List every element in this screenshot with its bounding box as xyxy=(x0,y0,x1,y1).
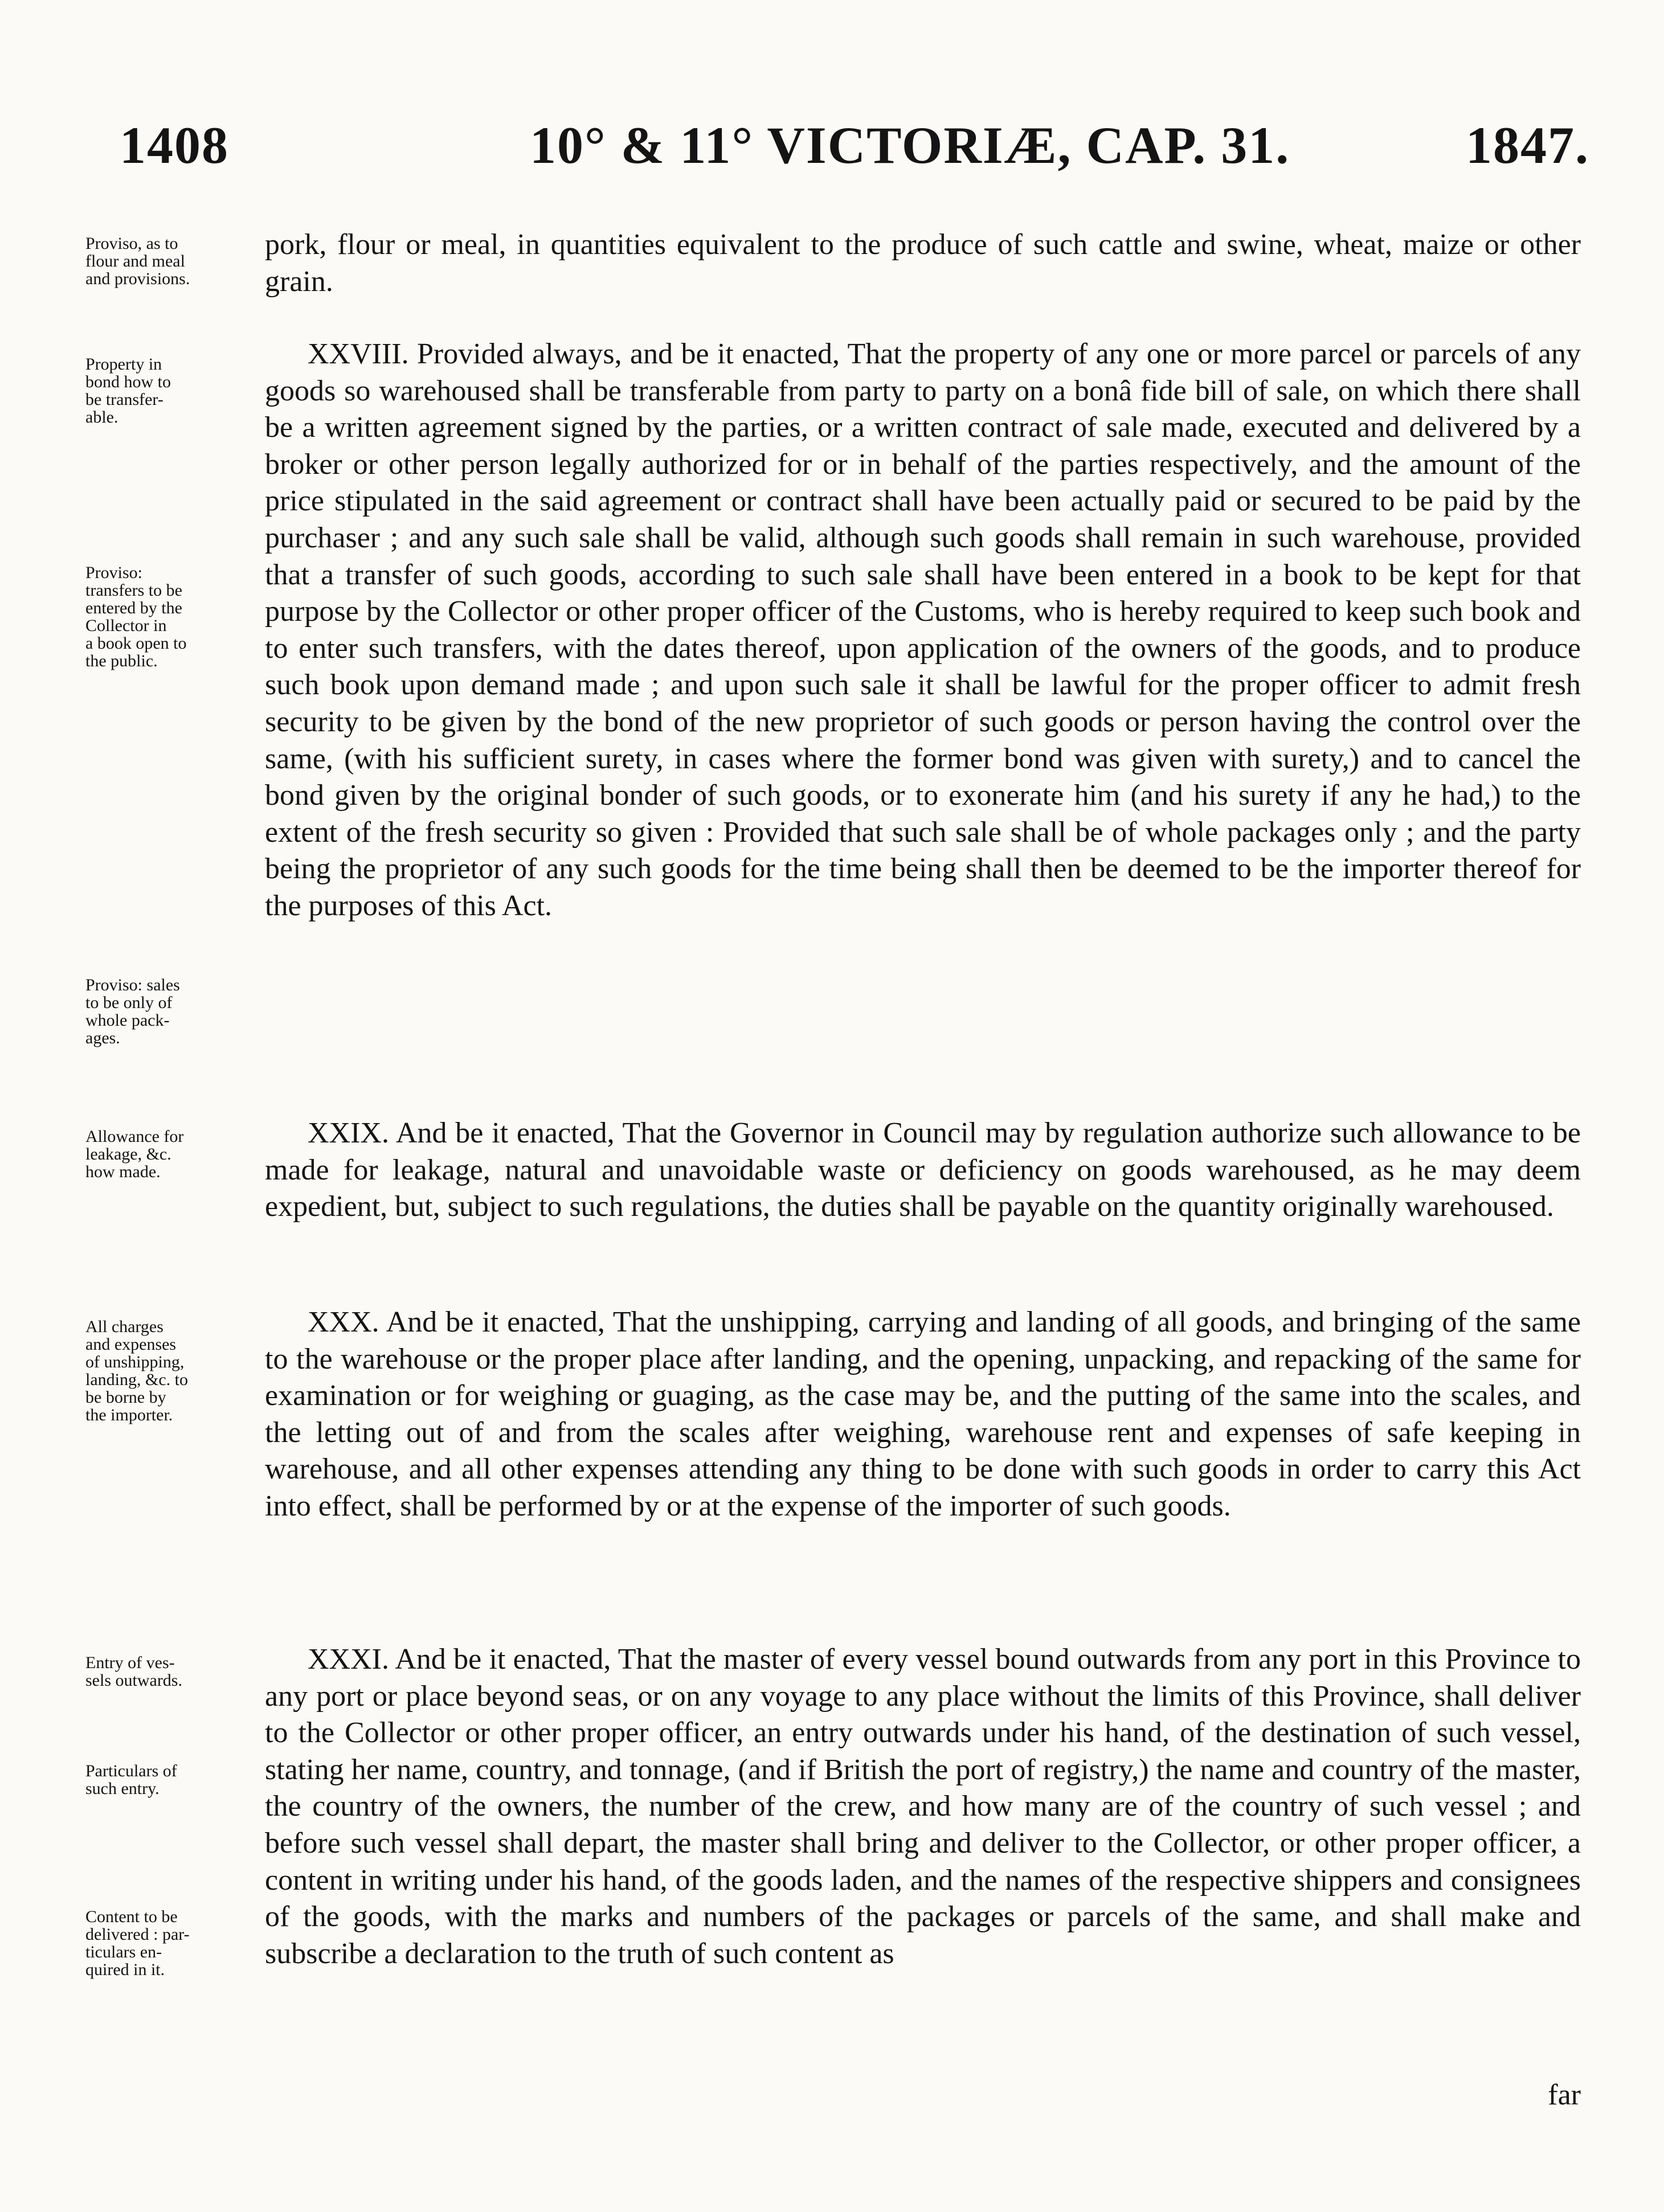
margin-note: Content to be delivered : par- ticulars en- quired in it. xyxy=(85,1907,190,1979)
section-body xyxy=(265,336,1581,925)
section-body xyxy=(265,1641,1581,1972)
margin-note: Particulars of such entry. xyxy=(85,1762,177,1798)
margin-note: Allowance for leakage, &c. how made. xyxy=(85,1127,184,1181)
paragraph: pork, flour or meal, in quantities equivalent to the produce of such cattle and swine, wheat, maize or other grain. xyxy=(265,228,1581,298)
margin-note: Proviso: transfers to be entered by the Collector in a book open to the public. xyxy=(85,563,187,670)
section-body xyxy=(265,1304,1581,1525)
margin-note: Proviso: sales to be only of whole pack- ages. xyxy=(85,976,180,1047)
section-body xyxy=(265,1115,1581,1226)
paragraph: XXXI. And be it enacted, That the master of every vessel bound outwards from any port in this Province to any port or place beyond seas, or on any voyage to any place without the limits of this Province, shall deliver to the Collector or other proper officer, an entry outwards under his hand, of the destination of such vessel, stating her name, country, and tonnage, (and if British the port of registry,) the name and country of the master, the country of the owners, the number of the crew, and how many are of the country of such vessel ; and before such vessel shall depart, the master shall bring and deliver to the Collector, or other proper officer, a content in writing under his hand, of the goods laden, and the names of the respective shippers and consignees of the goods, with the marks and numbers of the packages or parcels of the same, and shall make and subscribe a declaration to the truth of such content as xyxy=(265,1643,1581,1970)
margin-note: Property in bond how to be transfer- able. xyxy=(85,355,171,427)
paragraph: XXX. And be it enacted, That the unshipping, carrying and landing of all goods, and bringing of the same to the warehouse or the proper place after landing, and the opening, unpacking, and repacking of the same for examination or for weighing or guaging, as the case may be, and the putting of the same into the scales, and the letting out of and from the scales after weighing, warehouse rent and expenses of safe keeping in warehouse, and all other expenses attending any thing to be done with such goods in order to carry this Act into effect, shall be performed by or at the expense of the importer of such goods. xyxy=(265,1306,1581,1522)
paragraph: XXIX. And be it enacted, That the Governor in Council may by regulation authorize such allowance to be made for leakage, natural and unavoidable waste or deficiency on goods warehoused, as he may deem expedient, but, subject to such regulations, the duties shall be payable on the quantity originally warehoused. xyxy=(265,1117,1581,1223)
paragraph: XXVIII. Provided always, and be it enacted, That the property of any one or more parcel or parcels of any goods so warehoused shall be transferable from party to party on a bonâ fide bill of sale, on which there shall be a written agreement signed by the parties, or a written contract of sale made, executed and delivered by a broker or other person legally authorized for or in behalf of the parties respectively, and the amount of the price stipulated in the said agreement or contract shall have been actually paid or secured to be paid by the purchaser ; and any such sale shall be valid, although such goods shall remain in such warehouse, provided that a transfer of such goods, according to such sale shall have been entered in a book to be kept for that purpose by the Collector or other proper officer of the Customs, who is hereby required to keep such book and to enter such transfers, with the dates thereof, upon application of the owners of the goods, and to produce such book upon demand made ; and upon such sale it shall be lawful for the proper officer to admit fresh security to be given by the bond of the new proprietor of such goods or person having the control over the same, (with his sufficient surety, in cases where the former bond was given with surety,) and to cancel the bond given by the original bonder of such goods, or to exonerate him (and his surety if any he had,) to the extent of the fresh security so given : Provided that such sale shall be of whole packages only ; and the party being the proprietor of any such goods for the time being shall then be deemed to be the importer thereof for the purposes of this Act. xyxy=(265,338,1581,922)
section-body xyxy=(265,227,1581,300)
running-title: 10° & 11° VICTORIÆ, CAP. 31. xyxy=(530,116,1290,174)
page-header xyxy=(120,114,1589,177)
margin-note: Entry of ves- sels outwards. xyxy=(85,1653,182,1690)
page-number: 1408 xyxy=(120,116,229,174)
catchword: far xyxy=(1548,2079,1581,2111)
year: 1847. xyxy=(1466,116,1589,174)
margin-note: Proviso, as to flour and meal and provisions. xyxy=(85,234,190,288)
margin-note: All charges and expenses of unshipping, landing, &c. to be borne by the importer. xyxy=(85,1317,188,1424)
